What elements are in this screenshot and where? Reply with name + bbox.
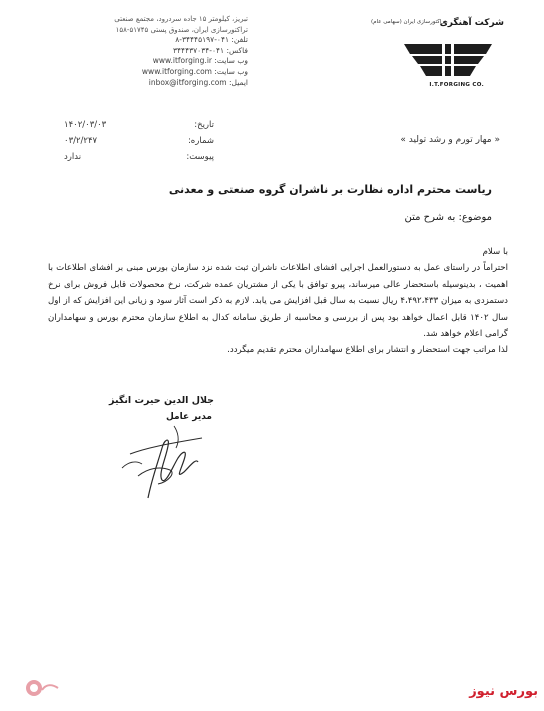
number-value: ۰۳/۲/۲۴۷	[64, 136, 98, 146]
website-line-2: وب سایت: www.itforging.com	[141, 66, 248, 76]
attachment-value: ندارد	[64, 152, 82, 162]
source-brand: بورس نیوز	[469, 684, 538, 699]
date-row	[64, 120, 214, 136]
letter-meta	[64, 120, 214, 168]
website-line-1: وب سایت: www.itforging.ir	[152, 56, 248, 66]
address-line-2: تراکتورسازی ایران، صندوق پستی ۵۱۷۴۵-۱۵۸	[115, 25, 248, 34]
date-value: ۱۴۰۲/۰۳/۰۳	[64, 120, 107, 130]
handwritten-signature	[118, 418, 208, 503]
address-line: تبریز، کیلومتر ۱۵ جاده سردرود، مجتمع صنعتی	[114, 15, 248, 23]
company-logo-block	[370, 18, 504, 90]
letter-body	[48, 244, 508, 359]
date-label: تاریخ:	[194, 120, 214, 130]
signer-title: مدیر عامل	[165, 412, 212, 422]
company-name: شرکت آهنگری	[439, 18, 504, 28]
body-paragraph: احتراماً در راستای عمل به دستورالعمل اجرایی افشای اطلاعات ناشران ثبت شده نزد سازمان بورس مبنی بر افشای اطلاعات با اهمیت ، بدینوسیله باستحضار عالی میرساند، پیرو توافق با یکی از مشتریان عمده شرکت، نرخ محصولات قابل فروش برای نرخ دستمزدی به میزان ۴،۴۹۲،۴۳۳ ریال نسبت به سال قبل افزایش می یابد. لازم به ذکر است آثار سود و زیانی این افزایش که از اول سال ۱۴۰۲ قابل اعمال خواهد بود پس از بررسی و محاسبه از طریق سامانه کدال به اطلاع سازمان محترم بورس و سهامداران گرامی اعلام خواهد شد.	[48, 263, 509, 340]
email-line: ایمیل: inbox@itforging.com	[148, 77, 248, 87]
subject-line: موضوع: به شرح متن	[404, 212, 492, 223]
logo-caption: I.T.FORGING CO.	[429, 82, 484, 88]
news-logo-icon	[22, 676, 62, 700]
number-row	[64, 136, 214, 152]
number-label: شماره:	[187, 136, 214, 146]
company-subtitle: تراکتورسازی ایران (سهامی عام)	[370, 19, 446, 25]
signer-name: جلال الدین حیرت انگیز	[109, 395, 214, 406]
recipient-heading: ریاست محترم اداره نظارت بر ناشران گروه صنعتی و معدنی	[168, 183, 492, 196]
closing-line: لذا مراتب جهت استحضار و انتشار برای اطلاع سهامداران محترم تقدیم میگردد.	[227, 345, 508, 356]
phone-line: تلفن: ۰۴۱-۳۴۴۴۵۱۹۷-۸	[175, 35, 248, 45]
greeting: با سلام	[482, 247, 508, 257]
attachment-row	[64, 152, 214, 168]
year-slogan: « مهار تورم و رشد تولید »	[400, 135, 500, 145]
fax-line: فاکس: ۰۴۱-۳۴۴۴۳۷۰۳۴	[173, 45, 248, 55]
letterhead-contact	[58, 14, 248, 88]
attachment-label: پیوست:	[186, 152, 214, 162]
company-logo-icon	[402, 40, 494, 80]
